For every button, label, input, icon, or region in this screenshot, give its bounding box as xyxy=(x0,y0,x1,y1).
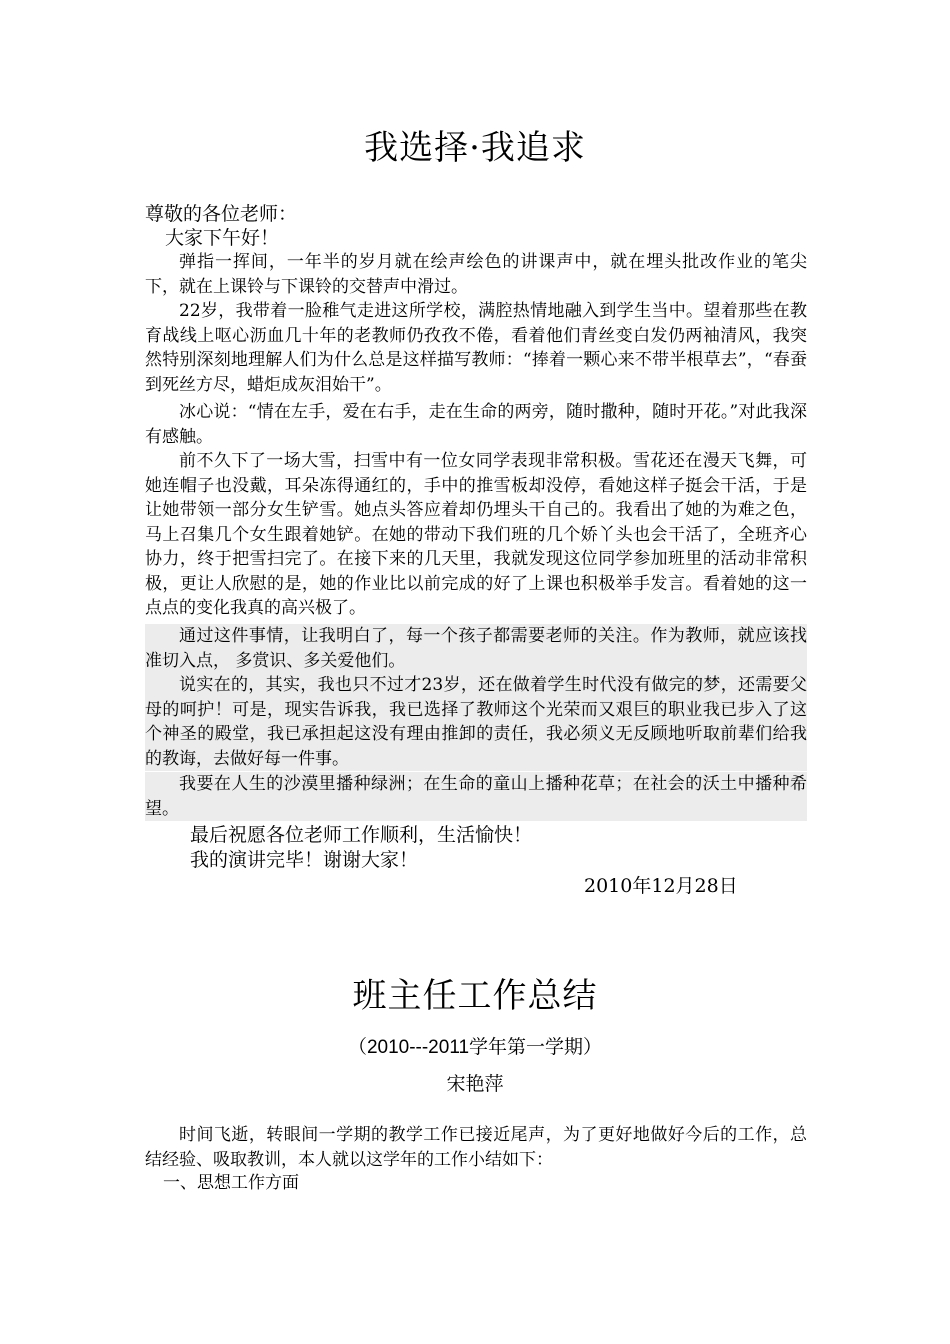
speech-paragraph-7: 我要在人生的沙漠里播种绿洲；在生命的童山上播种花草；在社会的沃土中播种希望。 xyxy=(145,772,807,821)
closing-wish: 最后祝愿各位老师工作顺利，生活愉快！ xyxy=(190,824,533,846)
summary-author: 宋艳萍 xyxy=(446,1073,504,1095)
speech-paragraph-4: 前不久下了一场大雪，扫雪中有一位女同学表现非常积极。雪花还在漫天飞舞，可她连帽子也没戴，耳朵冻得通红的，手中的推雪板却没停，看她这样子挺会干活，于是让她带领一部分女生铲雪。她点头答应着却仍埋头干自己的。我看出了她的为难之色，马上召集几个女生跟着她铲。在她的带动下我们班的几个娇丫头也会干活了，全班齐心协力，终于把雪扫完了。在接下来的几天里，我就发现这位同学参加班里的活动非常积极，更让人欣慰的是，她的作业比以前完成的好了上课也积极举手发言。看着她的这一点点的变化我真的高兴极了。 xyxy=(145,451,807,618)
speech-title: 我选择·我追求 xyxy=(364,128,586,168)
speech-date: 2010年12月28日 xyxy=(584,875,738,897)
summary-intro: 时间飞逝，转眼间一学期的教学工作已接近尾声，为了更好地做好今后的工作，总结经验、吸取教训，本人就以这学年的工作小结如下： xyxy=(145,1125,807,1170)
summary-subtitle: （2010---2011学年第一学期） xyxy=(347,1037,603,1058)
speech-paragraph-6: 说实在的，其实，我也只不过才23岁，还在做着学生时代没有做完的梦，还需要父母的呵护！可是，现实告诉我，我已选择了教师这个光荣而又艰巨的职业我已步入了这个神圣的殿堂，我已承担起这没有理由推卸的责任，我必须义无反顾地听取前辈们给我的教诲，去做好每一件事。 xyxy=(145,673,807,771)
closing-thanks: 我的演讲完毕！谢谢大家！ xyxy=(190,849,419,871)
salutation: 尊敬的各位老师： xyxy=(145,203,298,225)
speech-paragraph-1: 弹指一挥间，一年半的岁月就在绘声绘色的讲课声中，就在埋头批改作业的笔尖下，就在上课铃与下课铃的交替声中滑过。 xyxy=(145,252,807,297)
greeting: 大家下午好！ xyxy=(165,227,280,249)
speech-paragraph-5: 通过这件事情，让我明白了，每一个孩子都需要老师的关注。作为教师，就应该找准切入点， 多赏识、多关爱他们。 xyxy=(145,624,807,673)
summary-section-heading: 一、思想工作方面 xyxy=(163,1173,299,1193)
summary-title: 班主任工作总结 xyxy=(352,976,598,1016)
speech-paragraph-2: 22岁，我带着一脸稚气走进这所学校，满腔热情地融入到学生当中。望着那些在教育战线上呕心沥血几十年的老教师仍孜孜不倦，看着他们青丝变白发仍两袖清风，我突然特别深刻地理解人们为什么总是这样描写教师：“捧着一颗心来不带半根草去”，“春蚕到死丝方尽，蜡炬成灰泪始干”。 xyxy=(145,301,807,395)
speech-paragraph-3: 冰心说：“情在左手，爱在右手，走在生命的两旁，随时撒种，随时开花。”对此我深有感触。 xyxy=(145,402,807,447)
